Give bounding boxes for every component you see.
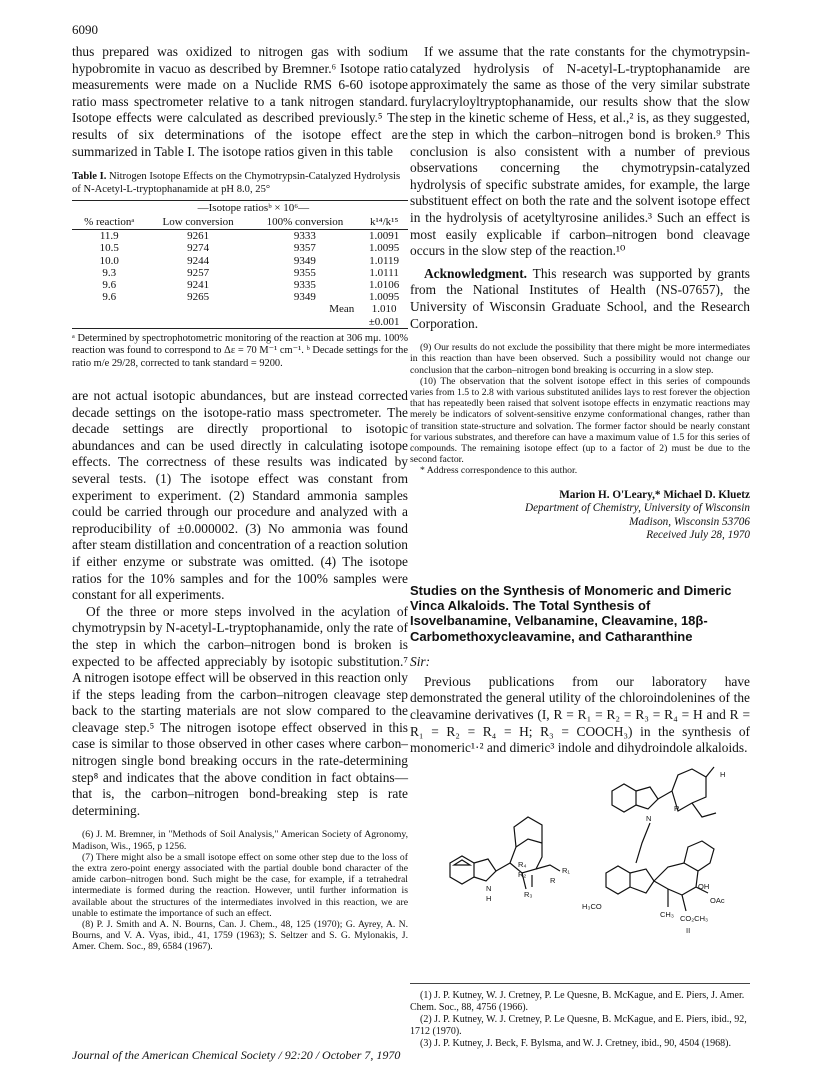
header-full-conversion: 100% conversion xyxy=(250,215,361,230)
left-paragraph-1: thus prepared was oxidized to nitrogen gas with sodium hypobromite in vacuo as described by Bremner.⁶ Isotope ratio measurements were made on a Nuclide RMS 6-60 isotope ratio mass spectrometer relative to a tank nitrogen standard. Isotope effects were calculated as described previously.⁵ The results of six determinations of the isotope effect are summarized in Table I. The isotope ratios given in this table xyxy=(72,44,408,159)
footnote: (10) The observation that the solvent isotope effect in this series of compounds varies from 1.5 to 2.8 with various substituted anilides lays to rest forever the objection that has repeatedly been raised that solvent isotope effects in enzymatic reactions may merely be indicators of solvent-sensitive enzyme conformational changes, rather than of transition state-structure and solvation. The former factor should be nearly constant for various substrates, and therefore can have a maximum value of 1.5 for this series of compounds. The remaining isotope effect (up to a factor of 2) must be due to the second factor. xyxy=(410,375,750,466)
label-r1: R₁ xyxy=(562,865,570,875)
article-title: Studies on the Synthesis of Monomeric and Dimeric Vinca Alkaloids. The Total Synthesis of Isovelbanamine, Velbanamine, Cleavamine, 18β-Carbomethoxycleavamine, and Catharanthine xyxy=(410,582,732,644)
label-r4: R₄ xyxy=(518,859,527,869)
cell: 9261 xyxy=(187,230,210,243)
cell: 9355 xyxy=(293,266,316,279)
header-low-conversion: Low conversion xyxy=(147,215,250,230)
label-n-top: N xyxy=(646,813,652,823)
acknowledgment-text: This research was supported by grants from the National Institutes of Health (NS-07657), the University of Wisconsin Graduate School, and the Research Corporation. xyxy=(410,265,750,331)
cell: 1.0095 xyxy=(369,291,400,304)
footnote: (7) There might also be a small isotope effect on some other step due to the loss of the extra zero-point energy associated with the partial double bond character of the amide carbon–nitrogen bond. Such might be the case, for example, if a tetrahedral intermediate is formed during the reaction. However, until further information is available about the structures of the intermediates involved in this reaction, we are unable to estimate the importance of such an effect. xyxy=(72,851,408,919)
cell: 9241 xyxy=(187,278,210,291)
reference: (3) J. P. Kutney, J. Beck, F. Bylsma, and W. J. Cretney, ibid., 90, 4504 (1968). xyxy=(420,1037,731,1049)
journal-footer: Journal of the American Chemical Society / 92:20 / October 7, 1970 xyxy=(72,1048,401,1062)
cell: 9357 xyxy=(293,242,316,255)
author-names: Marion H. O'Leary,* Michael D. Kluetz xyxy=(559,488,750,501)
label-r3: R₃ xyxy=(524,889,533,899)
structure-i-labels xyxy=(486,860,570,903)
label-ch3: CH₃ xyxy=(660,909,674,919)
author-block xyxy=(410,489,750,543)
cell: 9.6 xyxy=(102,291,117,304)
right-references xyxy=(410,983,750,1050)
label-n: N xyxy=(486,883,492,893)
cell: 1.0119 xyxy=(369,254,400,267)
label-h-top: H xyxy=(720,769,726,779)
right-footnotes xyxy=(410,342,750,476)
table-mean-row xyxy=(72,303,408,315)
received-date: Received July 28, 1970 xyxy=(646,529,750,542)
cell: 10.0 xyxy=(99,254,119,267)
table-row xyxy=(72,230,408,243)
acknowledgment xyxy=(410,266,750,332)
label-roman-ii: II xyxy=(686,925,691,935)
table-row xyxy=(72,255,408,267)
mean-error: ±0.001 xyxy=(360,316,408,329)
structure-drawing xyxy=(410,763,750,975)
label-r-top: R xyxy=(674,803,680,813)
table-error-row xyxy=(72,316,408,329)
header-k-ratio: k¹⁴/k¹⁵ xyxy=(360,215,408,230)
cell: 10.5 xyxy=(99,242,119,255)
reference: (2) J. P. Kutney, W. J. Cretney, P. Le Quesne, B. McKague, and E. Piers, ibid., 92, 1712 (1970). xyxy=(410,1013,747,1037)
cell: 1.0091 xyxy=(369,230,400,243)
label-h: H xyxy=(486,893,492,903)
table-row xyxy=(72,242,408,254)
cell: 9.6 xyxy=(102,278,117,291)
affiliation-line-1: Department of Chemistry, University of Wisconsin xyxy=(525,502,750,515)
acknowledgment-heading: Acknowledgment. xyxy=(424,265,528,281)
footnote: * Address correspondence to this author. xyxy=(420,465,578,477)
cell: 9335 xyxy=(293,278,316,291)
cell: 9333 xyxy=(293,230,316,243)
cell: 9349 xyxy=(293,254,316,267)
page-number: 6090 xyxy=(72,22,98,37)
ratio-header: —Isotope ratiosᵇ × 10⁶— xyxy=(197,202,310,215)
table-row xyxy=(72,267,408,279)
cell: 9257 xyxy=(187,266,210,279)
affiliation-line-2: Madison, Wisconsin 53706 xyxy=(629,515,750,528)
cell: 1.0106 xyxy=(369,278,400,291)
label-oh: OH xyxy=(698,881,710,891)
table-footnote: ᵃ Determined by spectrophotometric monitoring of the reaction at 306 mμ. 100% reaction was found to correspond to Δε = 70 M⁻¹ cm⁻¹. ᵇ Decade settings for the ratio m/e 29/28, corrected to tank standard = 9200. xyxy=(72,332,408,369)
reference: (1) J. P. Kutney, W. J. Cretney, P. Le Quesne, B. McKague, and E. Piers, J. Amer. Chem. Soc., 88, 4756 (1966). xyxy=(410,989,745,1013)
left-footnotes xyxy=(72,829,408,952)
table-caption xyxy=(72,170,408,196)
footnote: (6) J. M. Bremner, in "Methods of Soil Analysis," American Society of Agronomy, Madison, Wis., 1965, p 1256. xyxy=(72,829,408,852)
cell: 1.0095 xyxy=(369,242,400,255)
cell: 9.3 xyxy=(102,266,117,279)
footnote: (8) P. J. Smith and A. N. Bourns, Can. J. Chem., 48, 125 (1970); G. Ayrey, A. N. Bourns, and V. A. Vyas, ibid., 41, 1759 (1963); S. Seltzer and S. G. Mylonakis, J. Amer. Chem. Soc., 89, 6584 (1967). xyxy=(72,919,408,953)
cell: 9265 xyxy=(187,291,210,304)
table-caption-text: Nitrogen Isotope Effects on the Chymotrypsin-Catalyzed Hydrolysis of N-Acetyl-L-tryptophanamide at pH 8.0, 25° xyxy=(72,171,401,196)
cell: 9274 xyxy=(187,242,210,255)
table-row xyxy=(72,291,408,303)
mean-label: Mean xyxy=(329,303,355,316)
structure-ii-labels xyxy=(582,770,725,935)
cell: 9244 xyxy=(187,254,210,267)
label-r2: R₂ xyxy=(518,869,527,879)
label-h3co: H₃CO xyxy=(582,901,602,911)
header-reaction: % reactionᵃ xyxy=(72,215,147,230)
right-paragraph-1: If we assume that the rate constants for the chymotrypsin-catalyzed hydrolysis of N-acetyl-L-tryptophanamide are approximately the same as those of the very similar substrate furylacryloyltryptophanamide, our results show that the slow step in the kinetic scheme of Hess, et al.,² is, as they suggested, the step in which the carbon–nitrogen bond is broken.⁹ This conclusion is also consistent with a number of previous observations concerning the chymotrypsin-catalyzed hydrolysis of specific substrate amides, for example, the large substituent effect on both the rate and the solvent isotope effect in the hydrolysis of acetyltyrosine anilides.³ Such an effect is most easily explicable if carbon–nitrogen bond cleavage occurs in the slow step of the reaction.¹⁰ xyxy=(410,44,750,259)
footnote: (9) Our results do not exclude the possibility that there might be more intermediates in this reaction than have been observed. Such a possibility would not change our conclusion that the carbon–nitrogen bond breaking is occurring in a slow step. xyxy=(410,342,750,376)
left-paragraph-3: Of the three or more steps involved in the acylation of chymotrypsin by N-acetyl-L-tryptophanamide, only the rate of the step in which the carbon–nitrogen bond is broken is expected to be affected appreciably by isotopic substitution.⁷ A nitrogen isotope effect will be observed in this reaction only if the steps leading from the carbon–nitrogen cleavage step back to the starting materials are not slow compared to the cleavage step.⁵ The nitrogen isotope effect observed in this case is similar to those observed in other cases where carbon–nitrogen single bond breaking occurs in the rate-determining step⁸ and indicates that the above condition in fact obtains—that is, the carbon–nitrogen bond-breaking step is rate determining. xyxy=(72,603,408,818)
isotope-table xyxy=(72,200,408,329)
cell: 9349 xyxy=(293,291,316,304)
mean-value: 1.010 xyxy=(371,303,397,316)
label-co2ch3: CO₂CH₃ xyxy=(680,913,709,923)
table-row xyxy=(72,279,408,291)
right-column xyxy=(410,44,750,1050)
cell: 11.9 xyxy=(99,230,119,243)
structure-i xyxy=(450,817,560,889)
label-r: R xyxy=(550,875,556,885)
table-caption-label: Table I. xyxy=(72,171,107,183)
right-paragraph-2: Previous publications from our laboratory have demonstrated the general utility of the chloroindolenines of the cleavamine derivatives (I, R = R₁ = R₂ = R₃ = R₄ = H and R = R₁ = R₂ = R₄ = H; R₃ = COOCH₃) in the synthesis of monomeric¹·² and dimeric³ indole and dihydroindole alkaloids. xyxy=(410,673,750,756)
left-paragraph-2: are not actual isotopic abundances, but are instead corrected decade settings on the isotope-ratio mass spectrometer. The decade settings are directly proportional to isotopic abundances and can be used directly in calculating isotope effects. The correctness of these results was indicated by several tests. (1) The isotope effect was constant from experiment to experiment. (2) Standard ammonia samples could be carried through our procedure and analyzed with a reproducibility of ±0.000002. (3) No ammonia was found after steam distillation and concentration of a reaction solution if either enzyme or substrate was omitted. (4) The isotope ratios for the 10% samples and for the 100% samples were constant for all experiments. xyxy=(72,388,408,603)
label-oac: OAc xyxy=(710,895,725,905)
left-column xyxy=(72,44,408,953)
salutation: Sir: xyxy=(410,653,431,669)
chemical-structures-figure xyxy=(410,763,750,975)
cell: 1.0111 xyxy=(369,266,399,279)
